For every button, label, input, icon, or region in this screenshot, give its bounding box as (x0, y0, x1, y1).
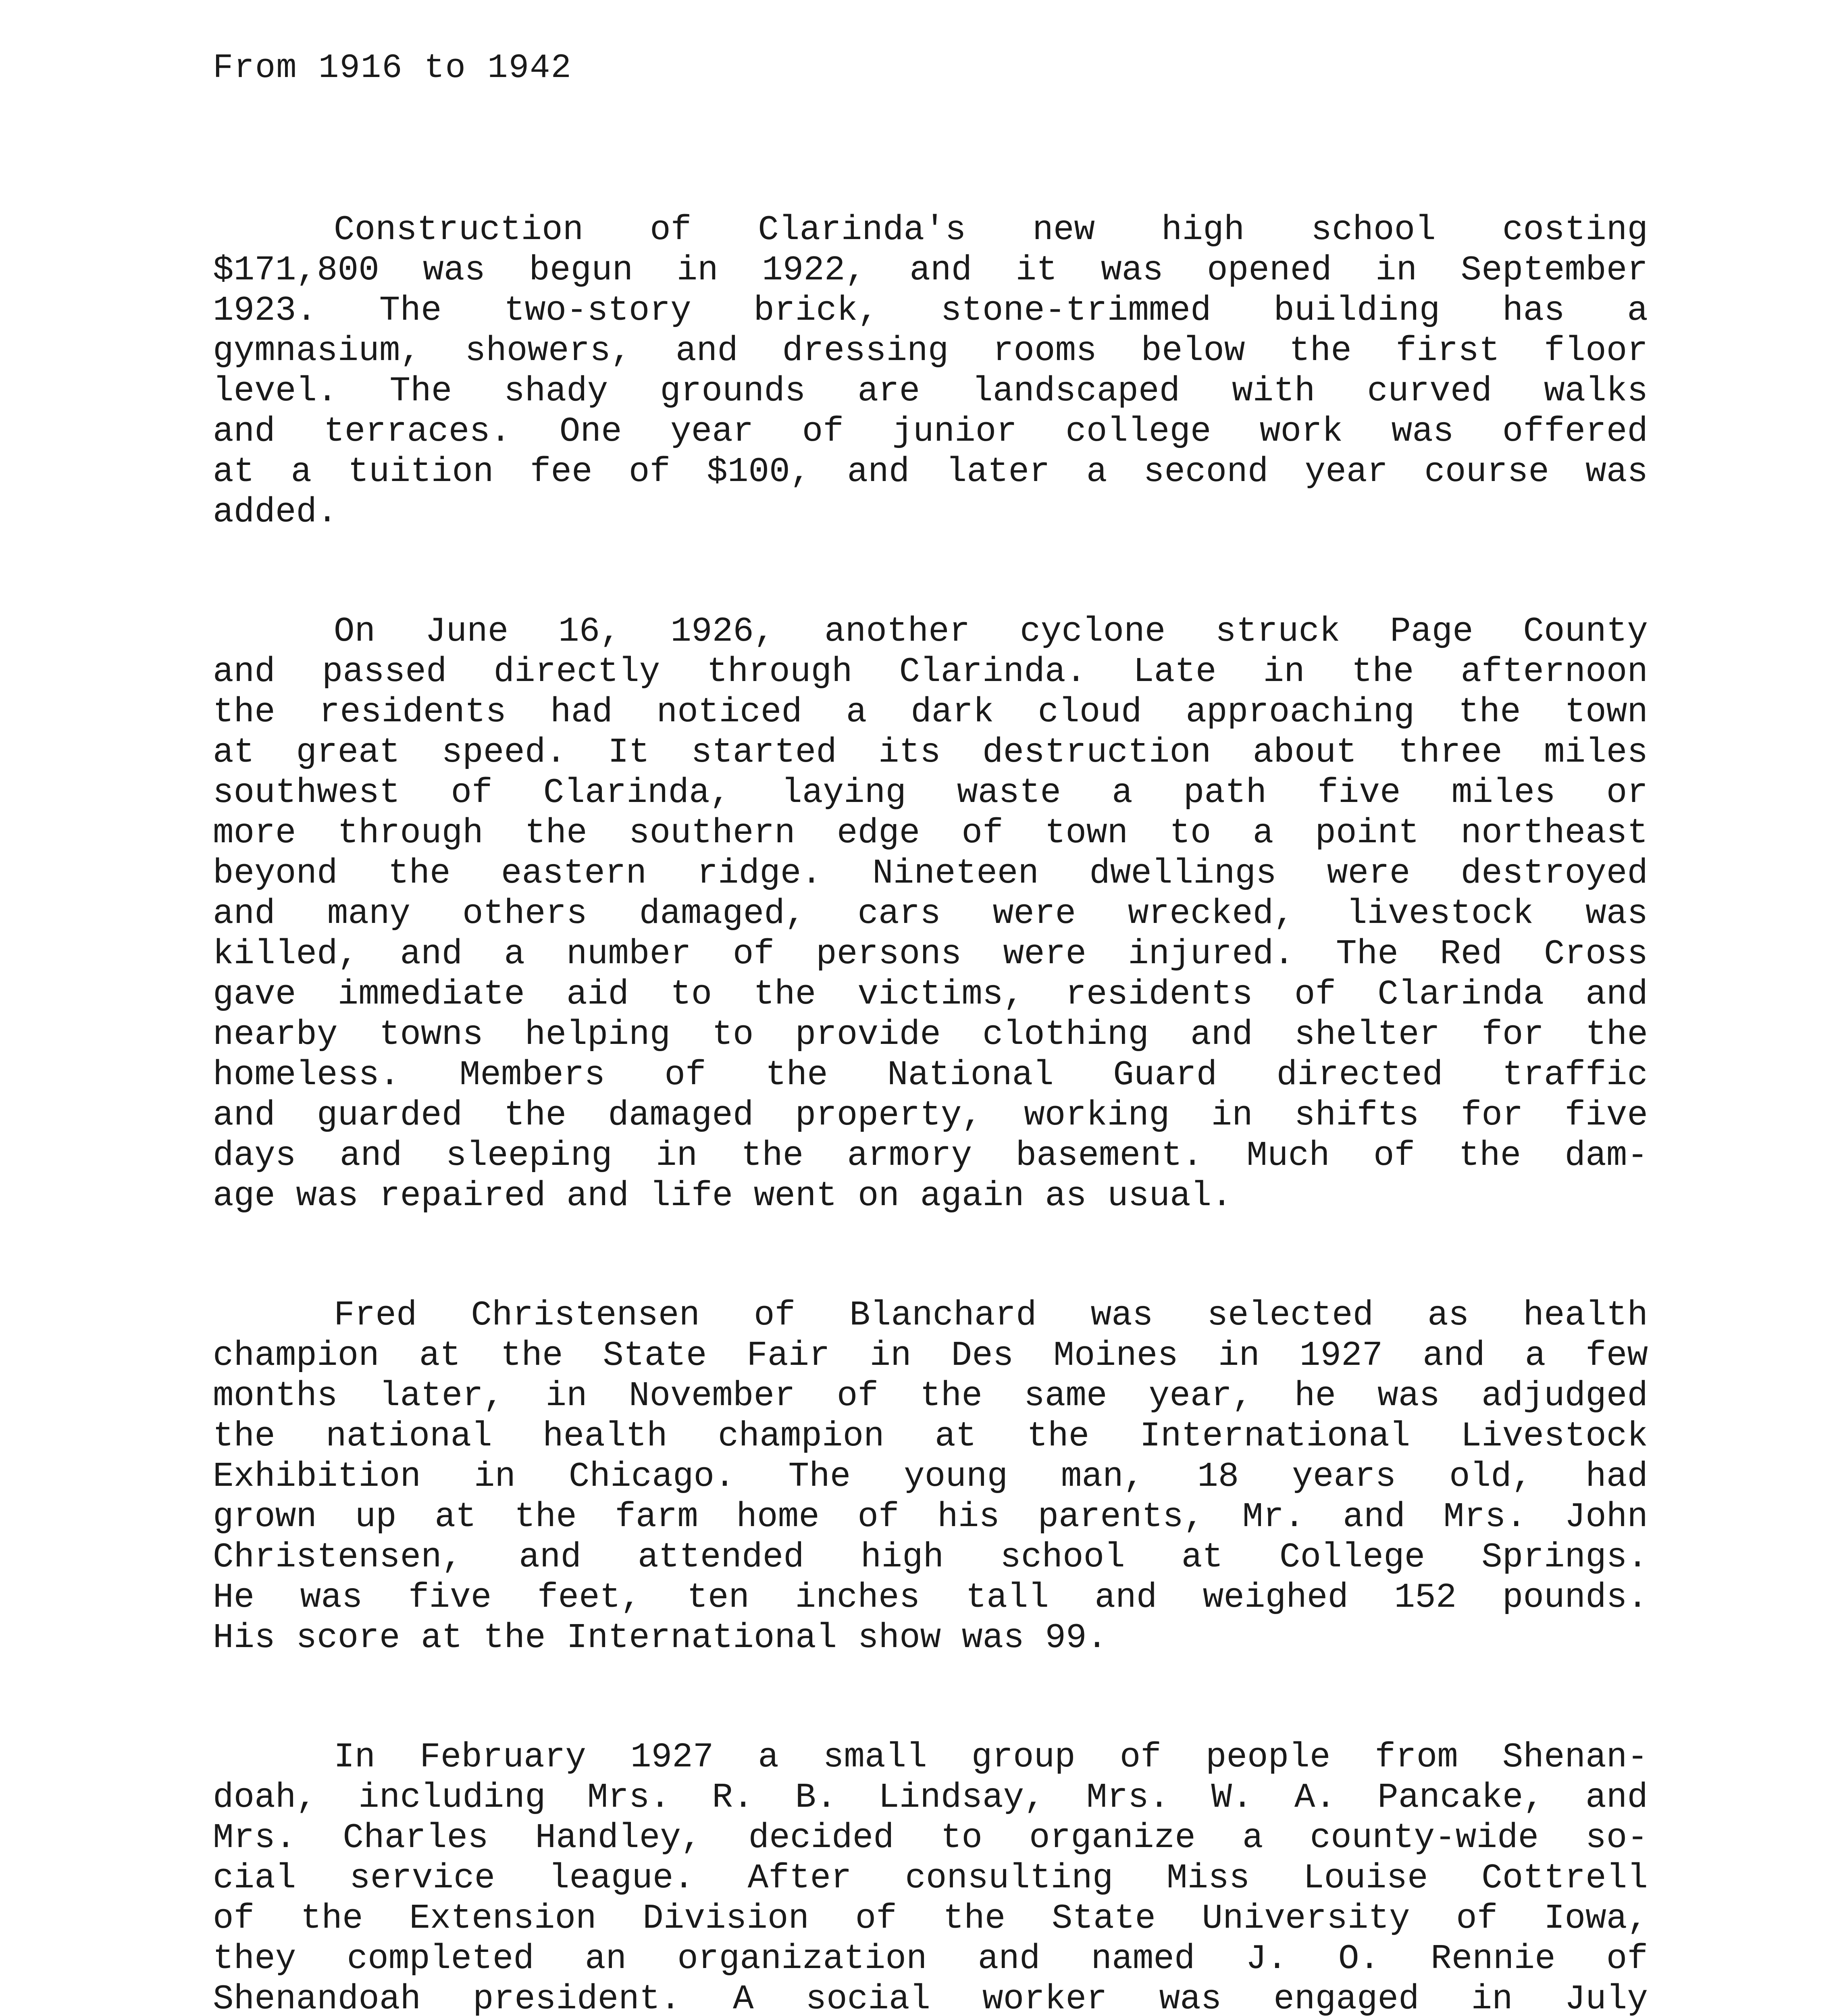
paragraph (213, 1295, 1648, 1658)
text-line: level. The shady grounds are landscaped with curved walks (213, 371, 1648, 411)
text-line: the residents had noticed a dark cloud approaching the town (213, 692, 1648, 732)
text-line: and many others damaged, cars were wrecked, livestock was (213, 894, 1648, 933)
text-line: days and sleeping in the armory basement. Much of the dam- (213, 1136, 1648, 1175)
text-line: doah, including Mrs. R. B. Lindsay, Mrs. W. A. Pancake, and (213, 1778, 1648, 1817)
text-line: cial service league. After consulting Miss Louise Cottrell (213, 1858, 1648, 1898)
text-line: His score at the International show was 99. (213, 1618, 1108, 1658)
text-line: In February 1927 a small group of people from Shenan- (334, 1737, 1648, 1777)
text-line: nearby towns helping to provide clothing and shelter for the (213, 1015, 1648, 1054)
text-line: at great speed. It started its destruction about three miles (213, 733, 1648, 772)
text-line: $171,800 was begun in 1922, and it was opened in September (213, 250, 1648, 290)
text-line: Construction of Clarinda's new high school costing (334, 210, 1648, 250)
text-line: at a tuition fee of $100, and later a second year course was (213, 452, 1648, 492)
text-line: On June 16, 1926, another cyclone struck Page County (334, 612, 1648, 651)
text-line: more through the southern edge of town to a point northeast (213, 813, 1648, 853)
text-line: months later, in November of the same year, he was adjudged (213, 1376, 1648, 1416)
text-line: Christensen, and attended high school at College Springs. (213, 1537, 1648, 1577)
text-line: beyond the eastern ridge. Nineteen dwellings were destroyed (213, 854, 1648, 893)
text-line: they completed an organization and named J. O. Rennie of (213, 1939, 1648, 1979)
text-line: He was five feet, ten inches tall and weighed 152 pounds. (213, 1578, 1648, 1617)
text-line: the national health champion at the International Livestock (213, 1416, 1648, 1456)
running-header: From 1916 to 1942 (213, 49, 572, 87)
paragraph (213, 210, 1648, 532)
text-line: of the Extension Division of the State University of Iowa, (213, 1899, 1648, 1938)
text-line: grown up at the farm home of his parents, Mr. and Mrs. John (213, 1497, 1648, 1537)
body-text (213, 210, 1648, 2016)
text-line: and passed directly through Clarinda. Late in the afternoon (213, 652, 1648, 691)
text-line: gymnasium, showers, and dressing rooms below the first floor (213, 331, 1648, 371)
text-line: Fred Christensen of Blanchard was selected as health (334, 1295, 1648, 1335)
text-line: gave immediate aid to the victims, residents of Clarinda and (213, 975, 1648, 1014)
text-line: homeless. Members of the National Guard directed traffic (213, 1055, 1648, 1095)
text-line: Mrs. Charles Handley, decided to organize a county-wide so- (213, 1818, 1648, 1858)
text-line: 1923. The two-story brick, stone-trimmed building has a (213, 291, 1648, 330)
text-line: southwest of Clarinda, laying waste a path five miles or (213, 773, 1648, 812)
text-line: Shenandoah president. A social worker was engaged in July (213, 1979, 1648, 2016)
text-line: age was repaired and life went on again as usual. (213, 1176, 1232, 1216)
text-line: added. (213, 492, 338, 532)
text-line: champion at the State Fair in Des Moines in 1927 and a few (213, 1336, 1648, 1375)
paragraph (213, 611, 1648, 1216)
paragraph (213, 1737, 1648, 2016)
text-line: and terraces. One year of junior college work was offered (213, 412, 1648, 451)
text-line: killed, and a number of persons were injured. The Red Cross (213, 934, 1648, 974)
text-line: Exhibition in Chicago. The young man, 18 years old, had (213, 1457, 1648, 1496)
text-line: and guarded the damaged property, working in shifts for five (213, 1095, 1648, 1135)
